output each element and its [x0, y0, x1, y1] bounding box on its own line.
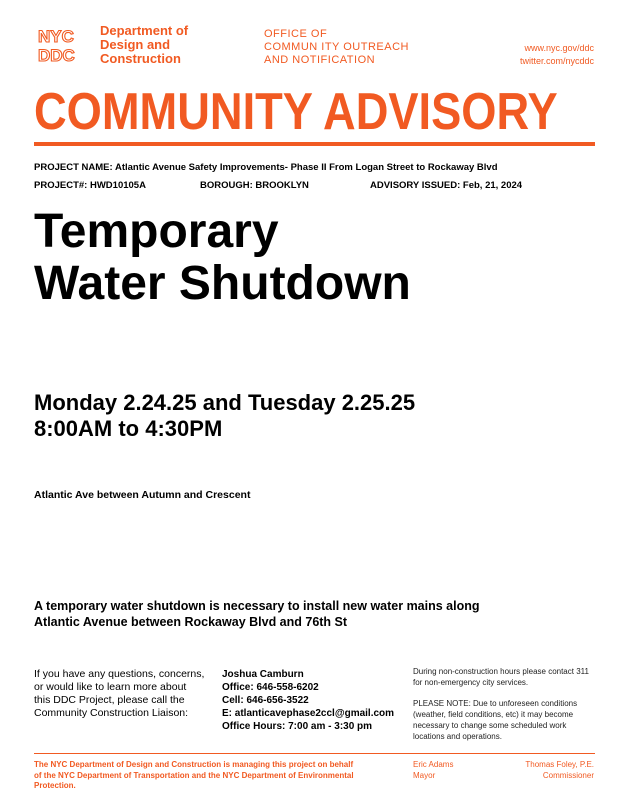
reason-line: A temporary water shutdown is necessary to install new water mains along: [34, 599, 480, 613]
office-name: [264, 28, 409, 67]
twitter-link[interactable]: twitter.com/nycddc: [519, 56, 594, 66]
agency-name: [100, 24, 188, 66]
advisory-issued: [370, 180, 522, 191]
issued-label: ADVISORY ISSUED:: [370, 180, 461, 191]
mayor-signature: [413, 760, 453, 781]
project-number: [34, 180, 146, 191]
project-number-label: PROJECT#:: [34, 180, 88, 191]
borough-label: BOROUGH:: [200, 180, 253, 191]
mayor-title: Mayor: [413, 770, 436, 780]
questions-line: this DDC Project, please call the: [34, 694, 185, 706]
liaison-email[interactable]: E: atlanticavephase2ccl@gmail.com: [222, 708, 395, 719]
footer-statement: The NYC Department of Design and Construction is managing this project on behalf of the NYC Department of Transportation and the NYC Department of Environmental Protection.: [34, 760, 354, 790]
notice-title-line: Water Shutdown: [34, 257, 411, 310]
shutdown-dates: Monday 2.24.25 and Tuesday 2.25.25: [34, 390, 416, 415]
notice-title: [34, 206, 411, 310]
logo-ddc-letters: DDC: [38, 46, 75, 64]
footer-divider: [34, 753, 595, 754]
shutdown-schedule: [34, 390, 415, 442]
shutdown-reason: [34, 598, 574, 630]
liaison-name: Joshua Camburn: [222, 669, 304, 680]
issued-value: Feb, 21, 2024: [462, 180, 523, 191]
agency-line: Design and: [100, 37, 171, 52]
questions-line: or would like to learn more about: [34, 681, 187, 693]
commissioner-signature: [525, 760, 594, 781]
borough-value: BROOKLYN: [255, 180, 309, 191]
notes: [413, 666, 593, 752]
project-name-row: [34, 162, 498, 173]
mayor-name: Eric Adams: [413, 760, 454, 769]
agency-line: Department of: [100, 23, 189, 38]
banner-divider: [34, 142, 595, 146]
questions-line: Community Construction Liaison:: [34, 707, 189, 719]
website-link[interactable]: www.nyc.gov/ddc: [524, 43, 594, 53]
header-links: [520, 42, 594, 68]
office-line: AND NOTIFICATION: [264, 54, 376, 66]
logo-nyc-letters: NYC: [38, 27, 74, 46]
project-name-label: PROJECT NAME:: [34, 162, 113, 173]
office-line: COMMUN ITY OUTREACH: [264, 41, 409, 53]
commissioner-title: Commissioner: [542, 770, 594, 780]
advisory-banner-title: COMMUNITY ADVISORY: [34, 83, 558, 141]
nyc-ddc-logo: [36, 26, 96, 64]
notice-title-line: Temporary: [34, 205, 279, 258]
please-note: PLEASE NOTE: Due to unforeseen conditions (weather, field conditions, etc) it may become necessary to change some scheduled work locations and operations.: [413, 699, 578, 741]
liaison-cell-phone[interactable]: Cell: 646-656-3522: [222, 695, 309, 706]
office-line: OFFICE OF: [264, 28, 328, 40]
questions-line: If you have any questions, concerns,: [34, 668, 205, 680]
liaison-office-phone[interactable]: Office: 646-558-6202: [222, 682, 319, 693]
agency-line: Construction: [100, 51, 181, 66]
commissioner-name: Thomas Foley, P.E.: [525, 760, 594, 769]
questions-text: [34, 668, 209, 720]
reason-line: Atlantic Avenue between Rockaway Blvd and 76th St: [34, 615, 348, 629]
project-name-value: Atlantic Avenue Safety Improvements- Phase II From Logan Street to Rockaway Blvd: [114, 162, 498, 173]
shutdown-location: Atlantic Ave between Autumn and Crescent: [34, 489, 251, 501]
non-construction-note: During non-construction hours please contact 311 for non-emergency city services.: [413, 667, 589, 687]
liaison-office-hours: Office Hours: 7:00 am - 3:30 pm: [222, 721, 373, 732]
borough: [200, 180, 309, 191]
project-number-value: HWD10105A: [89, 180, 146, 191]
shutdown-hours: 8:00AM to 4:30PM: [34, 416, 223, 441]
liaison-contact: [222, 668, 394, 733]
